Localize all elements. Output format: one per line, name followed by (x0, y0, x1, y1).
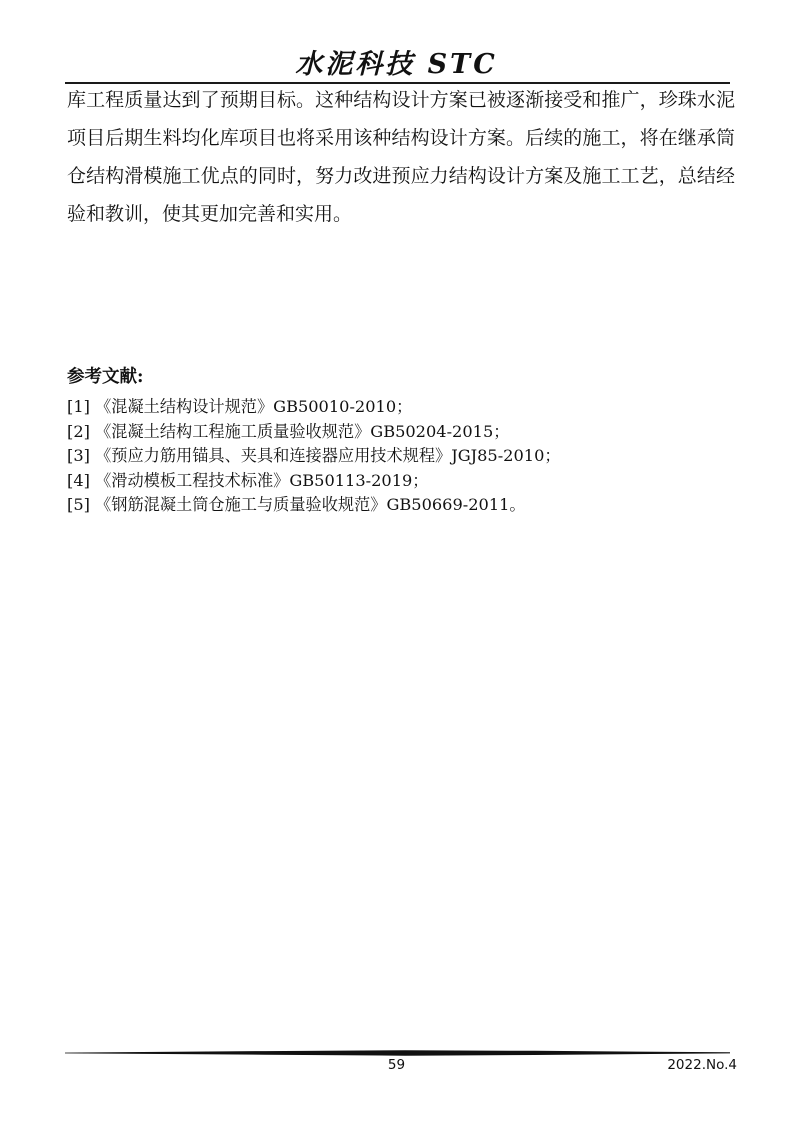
page-number: 59 (387, 1057, 406, 1073)
reference-item: [3] 《预应力筋用锚具、夹具和连接器应用技术规程》JGJ85-2010； (67, 446, 561, 466)
journal-title: 水泥科技 STC (295, 49, 498, 80)
issue-number: 2022.No.4 (667, 1057, 737, 1073)
references-section (67, 366, 735, 518)
reference-item: [1] 《混凝土结构设计规范》GB50010-2010； (67, 397, 413, 416)
reference-item: [4] 《滑动模板工程技术标准》GB50113-2019； (67, 470, 429, 490)
reference-item: [2] 《混凝土结构工程施工质量验收规范》GB50204-2015； (67, 421, 510, 441)
references-heading: 参考文献: (67, 367, 144, 387)
article-paragraph: 库工程质量达到了预期目标。这种结构设计方案已被逐渐接受和推广，珍珠水泥项目后期生料均化库项目也将采用该种结构设计方案。后续的施工，将在继承筒仓结构滑模施工优点的同时，努力改进预应力结构设计方案及施工工艺，总结经验和教训，使其更加完善和实用。 (67, 89, 735, 225)
reference-item: [5] 《钢筋混凝土筒仓施工与质量验收规范》GB50669-2011。 (67, 495, 526, 515)
footer-rule (65, 1050, 730, 1056)
